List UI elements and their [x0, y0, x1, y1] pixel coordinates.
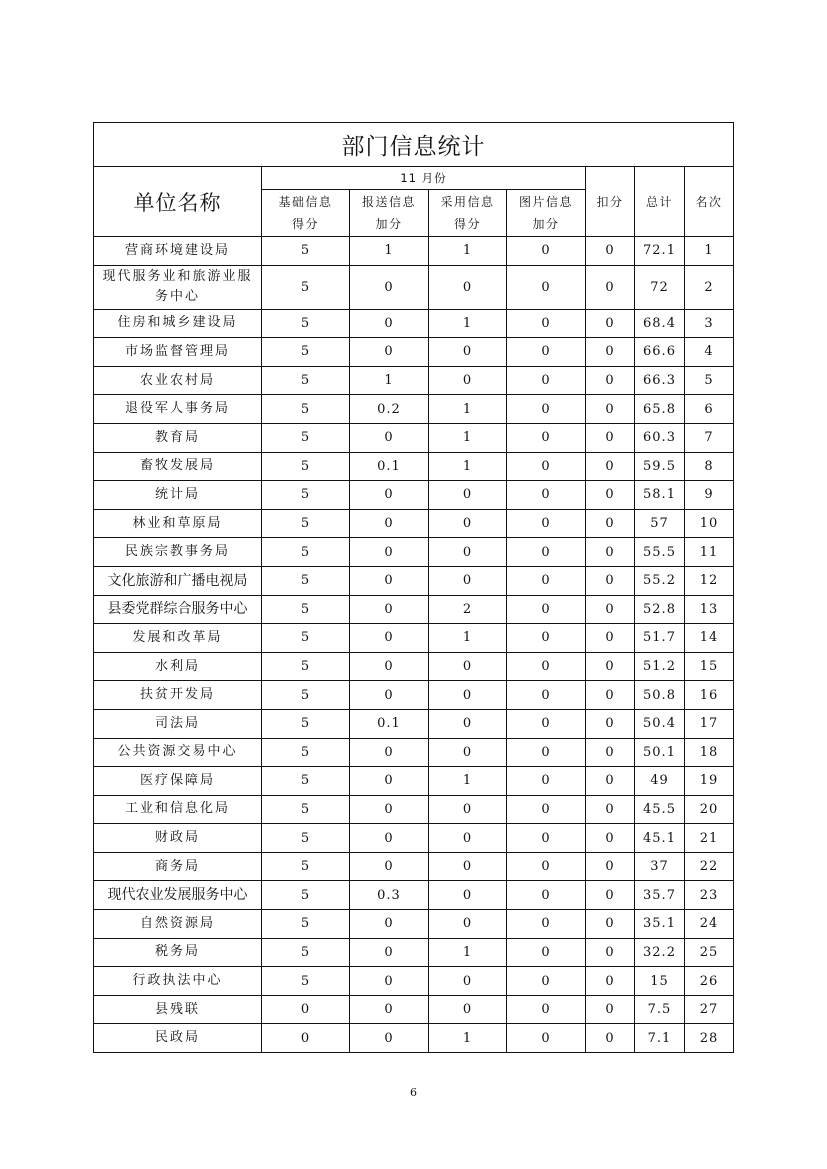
- total-cell: 7.5: [635, 995, 685, 1024]
- unit-name-cell: 税务局: [94, 938, 262, 967]
- rank-cell: 25: [685, 938, 734, 967]
- total-cell: 57: [635, 509, 685, 538]
- unit-name-cell: 自然资源局: [94, 910, 262, 939]
- total-cell: 7.1: [635, 1024, 685, 1053]
- unit-name-cell: 营商环境建设局: [94, 237, 262, 266]
- table-row: [94, 237, 734, 266]
- report-bonus-cell: 0.1: [350, 452, 429, 481]
- adopt-score-cell: 1: [429, 767, 507, 796]
- basic-score-cell: 5: [262, 395, 350, 424]
- header-line-2: 加分: [375, 217, 403, 231]
- rank-cell: 2: [685, 265, 734, 309]
- table-row: [94, 624, 734, 653]
- unit-name-cell: 畜牧发展局: [94, 452, 262, 481]
- report-bonus-cell: 0: [350, 824, 429, 853]
- deduct-cell: 0: [586, 395, 635, 424]
- adopt-score-cell: 1: [429, 309, 507, 338]
- report-bonus-cell: 0: [350, 938, 429, 967]
- adopt-score-cell: 0: [429, 738, 507, 767]
- photo-bonus-cell: 0: [507, 881, 586, 910]
- deduct-cell: 0: [586, 910, 635, 939]
- adopt-score-cell: 0: [429, 652, 507, 681]
- rank-cell: 12: [685, 566, 734, 595]
- unit-name-cell: 退役军人事务局: [94, 395, 262, 424]
- photo-bonus-cell: 0: [507, 652, 586, 681]
- deduct-cell: 0: [586, 624, 635, 653]
- adopt-score-cell: 1: [429, 938, 507, 967]
- rank-cell: 24: [685, 910, 734, 939]
- rank-cell: 27: [685, 995, 734, 1024]
- basic-score-cell: 5: [262, 309, 350, 338]
- basic-score-cell: 5: [262, 509, 350, 538]
- photo-bonus-cell: 0: [507, 481, 586, 510]
- total-cell: 50.1: [635, 738, 685, 767]
- photo-bonus-cell: 0: [507, 738, 586, 767]
- table-row: [94, 652, 734, 681]
- table-row: [94, 881, 734, 910]
- header-line-2: 加分: [532, 217, 560, 231]
- basic-score-cell: 5: [262, 265, 350, 309]
- photo-bonus-cell: 0: [507, 824, 586, 853]
- deduct-cell: 0: [586, 481, 635, 510]
- report-bonus-cell: 0: [350, 852, 429, 881]
- table-row: [94, 338, 734, 367]
- deduct-cell: 0: [586, 452, 635, 481]
- table-row: [94, 738, 734, 767]
- report-bonus-cell: 1: [350, 366, 429, 395]
- basic-score-cell: 5: [262, 423, 350, 452]
- basic-score-cell: 5: [262, 681, 350, 710]
- deduct-cell: 0: [586, 967, 635, 996]
- rank-cell: 18: [685, 738, 734, 767]
- adopt-score-cell: 0: [429, 910, 507, 939]
- header-line-2: 得分: [453, 217, 481, 231]
- rank-cell: 4: [685, 338, 734, 367]
- total-cell: 60.3: [635, 423, 685, 452]
- rank-cell: 10: [685, 509, 734, 538]
- rank-cell: 14: [685, 624, 734, 653]
- deduct-cell: 0: [586, 237, 635, 266]
- adopt-score-cell: 1: [429, 237, 507, 266]
- photo-info-bonus-header: [507, 190, 586, 237]
- photo-bonus-cell: 0: [507, 395, 586, 424]
- photo-bonus-cell: 0: [507, 595, 586, 624]
- table-title: 部门信息统计: [94, 123, 734, 167]
- basic-score-cell: 5: [262, 881, 350, 910]
- rank-cell: 23: [685, 881, 734, 910]
- total-cell: 72: [635, 265, 685, 309]
- adopt-score-cell: 1: [429, 452, 507, 481]
- report-bonus-cell: 1: [350, 237, 429, 266]
- photo-bonus-cell: 0: [507, 423, 586, 452]
- deduct-cell: 0: [586, 265, 635, 309]
- adopt-score-cell: 1: [429, 395, 507, 424]
- basic-score-cell: 5: [262, 767, 350, 796]
- table-row: [94, 509, 734, 538]
- table-row: [94, 995, 734, 1024]
- unit-name-header: 单位名称: [94, 167, 262, 237]
- report-bonus-cell: 0: [350, 624, 429, 653]
- adopt-score-cell: 0: [429, 681, 507, 710]
- deduct-cell: 0: [586, 795, 635, 824]
- report-bonus-cell: 0: [350, 566, 429, 595]
- table-row: [94, 852, 734, 881]
- table-row: [94, 910, 734, 939]
- deduct-cell: 0: [586, 767, 635, 796]
- table-row: [94, 566, 734, 595]
- report-bonus-cell: 0.2: [350, 395, 429, 424]
- basic-score-cell: 5: [262, 538, 350, 567]
- table-row: [94, 595, 734, 624]
- deduct-cell: 0: [586, 652, 635, 681]
- adopt-score-cell: 0: [429, 709, 507, 738]
- table-row: [94, 824, 734, 853]
- deduct-cell: 0: [586, 338, 635, 367]
- unit-name-cell: 工业和信息化局: [94, 795, 262, 824]
- deduct-cell: 0: [586, 366, 635, 395]
- table-row: [94, 452, 734, 481]
- basic-score-cell: 5: [262, 795, 350, 824]
- photo-bonus-cell: 0: [507, 566, 586, 595]
- photo-bonus-cell: 0: [507, 538, 586, 567]
- total-cell: 68.4: [635, 309, 685, 338]
- report-bonus-cell: 0: [350, 910, 429, 939]
- total-cell: 66.6: [635, 338, 685, 367]
- deduct-cell: 0: [586, 881, 635, 910]
- photo-bonus-cell: 0: [507, 852, 586, 881]
- photo-bonus-cell: 0: [507, 624, 586, 653]
- basic-score-cell: 5: [262, 738, 350, 767]
- photo-bonus-cell: 0: [507, 309, 586, 338]
- basic-score-cell: 5: [262, 652, 350, 681]
- basic-score-cell: 5: [262, 366, 350, 395]
- deduct-header: 扣分: [586, 167, 635, 237]
- report-bonus-cell: 0: [350, 481, 429, 510]
- rank-cell: 19: [685, 767, 734, 796]
- adopt-score-cell: 0: [429, 881, 507, 910]
- report-bonus-cell: 0: [350, 681, 429, 710]
- basic-score-cell: 5: [262, 824, 350, 853]
- deduct-cell: 0: [586, 681, 635, 710]
- total-cell: 37: [635, 852, 685, 881]
- header-line-1: 报送信息: [361, 195, 416, 209]
- photo-bonus-cell: 0: [507, 1024, 586, 1053]
- adopt-score-cell: 0: [429, 967, 507, 996]
- rank-cell: 3: [685, 309, 734, 338]
- unit-name-cell: 市场监督管理局: [94, 338, 262, 367]
- rank-cell: 15: [685, 652, 734, 681]
- deduct-cell: 0: [586, 423, 635, 452]
- unit-name-cell: 扶贫开发局: [94, 681, 262, 710]
- basic-score-cell: 5: [262, 481, 350, 510]
- rank-cell: 26: [685, 967, 734, 996]
- table-row: [94, 538, 734, 567]
- rank-cell: 22: [685, 852, 734, 881]
- adopt-score-cell: 0: [429, 795, 507, 824]
- deduct-cell: 0: [586, 566, 635, 595]
- unit-name-cell: 县残联: [94, 995, 262, 1024]
- report-bonus-cell: 0: [350, 309, 429, 338]
- total-cell: 51.2: [635, 652, 685, 681]
- report-bonus-cell: 0: [350, 509, 429, 538]
- unit-name-cell: 现代农业发展服务中心: [94, 881, 262, 910]
- photo-bonus-cell: 0: [507, 967, 586, 996]
- basic-score-cell: 5: [262, 910, 350, 939]
- rank-cell: 5: [685, 366, 734, 395]
- table-row: [94, 767, 734, 796]
- total-cell: 35.7: [635, 881, 685, 910]
- basic-score-cell: 5: [262, 624, 350, 653]
- unit-name-cell: 林业和草原局: [94, 509, 262, 538]
- header-line-2: 得分: [291, 217, 319, 231]
- deduct-cell: 0: [586, 995, 635, 1024]
- total-cell: 49: [635, 767, 685, 796]
- basic-score-cell: 5: [262, 595, 350, 624]
- basic-score-cell: 5: [262, 237, 350, 266]
- deduct-cell: 0: [586, 1024, 635, 1053]
- department-info-stats-table: [93, 122, 734, 1053]
- unit-name-cell: 医疗保障局: [94, 767, 262, 796]
- report-bonus-cell: 0: [350, 265, 429, 309]
- photo-bonus-cell: 0: [507, 795, 586, 824]
- rank-cell: 17: [685, 709, 734, 738]
- report-bonus-cell: 0: [350, 423, 429, 452]
- adopt-score-cell: 0: [429, 265, 507, 309]
- total-cell: 45.5: [635, 795, 685, 824]
- rank-cell: 7: [685, 423, 734, 452]
- unit-name-cell: 住房和城乡建设局: [94, 309, 262, 338]
- total-cell: 66.3: [635, 366, 685, 395]
- total-cell: 59.5: [635, 452, 685, 481]
- adopt-score-cell: 0: [429, 509, 507, 538]
- photo-bonus-cell: 0: [507, 265, 586, 309]
- basic-score-cell: 0: [262, 995, 350, 1024]
- total-cell: 50.8: [635, 681, 685, 710]
- report-info-bonus-header: [350, 190, 429, 237]
- total-cell: 35.1: [635, 910, 685, 939]
- header-line-1: 采用信息: [440, 195, 495, 209]
- rank-cell: 20: [685, 795, 734, 824]
- total-cell: 55.2: [635, 566, 685, 595]
- table-row: [94, 709, 734, 738]
- unit-name-cell: 司法局: [94, 709, 262, 738]
- total-cell: 65.8: [635, 395, 685, 424]
- photo-bonus-cell: 0: [507, 338, 586, 367]
- table-row: [94, 795, 734, 824]
- deduct-cell: 0: [586, 824, 635, 853]
- total-cell: 55.5: [635, 538, 685, 567]
- basic-score-cell: 5: [262, 709, 350, 738]
- photo-bonus-cell: 0: [507, 910, 586, 939]
- report-bonus-cell: 0: [350, 538, 429, 567]
- deduct-cell: 0: [586, 852, 635, 881]
- table-row: [94, 681, 734, 710]
- report-bonus-cell: 0: [350, 595, 429, 624]
- table-row: [94, 423, 734, 452]
- total-cell: 45.1: [635, 824, 685, 853]
- deduct-cell: 0: [586, 938, 635, 967]
- report-bonus-cell: 0: [350, 738, 429, 767]
- basic-score-cell: 5: [262, 566, 350, 595]
- adopt-score-cell: 2: [429, 595, 507, 624]
- rank-cell: 11: [685, 538, 734, 567]
- unit-name-cell: 财政局: [94, 824, 262, 853]
- adopt-score-cell: 1: [429, 624, 507, 653]
- adopt-score-cell: 0: [429, 338, 507, 367]
- photo-bonus-cell: 0: [507, 452, 586, 481]
- report-bonus-cell: 0: [350, 652, 429, 681]
- basic-score-cell: 5: [262, 338, 350, 367]
- unit-name-cell: 民政局: [94, 1024, 262, 1053]
- adopt-score-cell: 0: [429, 481, 507, 510]
- rank-cell: 21: [685, 824, 734, 853]
- deduct-cell: 0: [586, 309, 635, 338]
- report-bonus-cell: 0: [350, 1024, 429, 1053]
- table-row: [94, 309, 734, 338]
- total-cell: 15: [635, 967, 685, 996]
- adopt-score-cell: 0: [429, 995, 507, 1024]
- unit-name-cell: 文化旅游和广播电视局: [94, 566, 262, 595]
- deduct-cell: 0: [586, 509, 635, 538]
- photo-bonus-cell: 0: [507, 237, 586, 266]
- unit-name-cell: 水利局: [94, 652, 262, 681]
- total-cell: 32.2: [635, 938, 685, 967]
- total-cell: 52.8: [635, 595, 685, 624]
- table-row: [94, 481, 734, 510]
- photo-bonus-cell: 0: [507, 366, 586, 395]
- report-bonus-cell: 0: [350, 967, 429, 996]
- report-bonus-cell: 0: [350, 795, 429, 824]
- basic-score-cell: 5: [262, 938, 350, 967]
- photo-bonus-cell: 0: [507, 767, 586, 796]
- rank-cell: 1: [685, 237, 734, 266]
- total-cell: 58.1: [635, 481, 685, 510]
- report-bonus-cell: 0: [350, 338, 429, 367]
- unit-name-cell: 现代服务业和旅游业服务中心: [94, 265, 262, 309]
- rank-cell: 8: [685, 452, 734, 481]
- report-bonus-cell: 0.3: [350, 881, 429, 910]
- total-cell: 51.7: [635, 624, 685, 653]
- unit-name-cell: 发展和改革局: [94, 624, 262, 653]
- report-bonus-cell: 0: [350, 995, 429, 1024]
- deduct-cell: 0: [586, 709, 635, 738]
- rank-cell: 6: [685, 395, 734, 424]
- rank-header: 名次: [685, 167, 734, 237]
- photo-bonus-cell: 0: [507, 681, 586, 710]
- adopt-score-cell: 1: [429, 1024, 507, 1053]
- table-row: [94, 265, 734, 309]
- unit-name-cell: 农业农村局: [94, 366, 262, 395]
- unit-name-cell: 县委党群综合服务中心: [94, 595, 262, 624]
- photo-bonus-cell: 0: [507, 995, 586, 1024]
- rank-cell: 16: [685, 681, 734, 710]
- unit-name-cell: 行政执法中心: [94, 967, 262, 996]
- adopt-score-cell: 0: [429, 566, 507, 595]
- photo-bonus-cell: 0: [507, 509, 586, 538]
- table-row: [94, 1024, 734, 1053]
- deduct-cell: 0: [586, 595, 635, 624]
- photo-bonus-cell: 0: [507, 709, 586, 738]
- basic-score-cell: 5: [262, 452, 350, 481]
- deduct-cell: 0: [586, 538, 635, 567]
- total-cell: 72.1: [635, 237, 685, 266]
- table-row: [94, 938, 734, 967]
- unit-name-cell: 公共资源交易中心: [94, 738, 262, 767]
- unit-name-cell: 统计局: [94, 481, 262, 510]
- table-row: [94, 366, 734, 395]
- unit-name-cell: 教育局: [94, 423, 262, 452]
- unit-name-cell: 商务局: [94, 852, 262, 881]
- unit-name-cell: 民族宗教事务局: [94, 538, 262, 567]
- adopt-score-cell: 0: [429, 538, 507, 567]
- total-header: 总计: [635, 167, 685, 237]
- page-number: 6: [410, 1086, 417, 1099]
- adopted-info-score-header: [429, 190, 507, 237]
- header-line-1: 基础信息: [278, 195, 333, 209]
- rank-cell: 9: [685, 481, 734, 510]
- header-line-1: 图片信息: [518, 195, 573, 209]
- month-header: 11 月份: [262, 167, 586, 190]
- rank-cell: 28: [685, 1024, 734, 1053]
- basic-score-cell: 5: [262, 967, 350, 996]
- table-row: [94, 967, 734, 996]
- photo-bonus-cell: 0: [507, 938, 586, 967]
- adopt-score-cell: 0: [429, 366, 507, 395]
- adopt-score-cell: 1: [429, 423, 507, 452]
- adopt-score-cell: 0: [429, 852, 507, 881]
- total-cell: 50.4: [635, 709, 685, 738]
- basic-score-cell: 5: [262, 852, 350, 881]
- report-bonus-cell: 0.1: [350, 709, 429, 738]
- table-row: [94, 395, 734, 424]
- report-bonus-cell: 0: [350, 767, 429, 796]
- rank-cell: 13: [685, 595, 734, 624]
- deduct-cell: 0: [586, 738, 635, 767]
- adopt-score-cell: 0: [429, 824, 507, 853]
- basic-info-score-header: [262, 190, 350, 237]
- basic-score-cell: 0: [262, 1024, 350, 1053]
